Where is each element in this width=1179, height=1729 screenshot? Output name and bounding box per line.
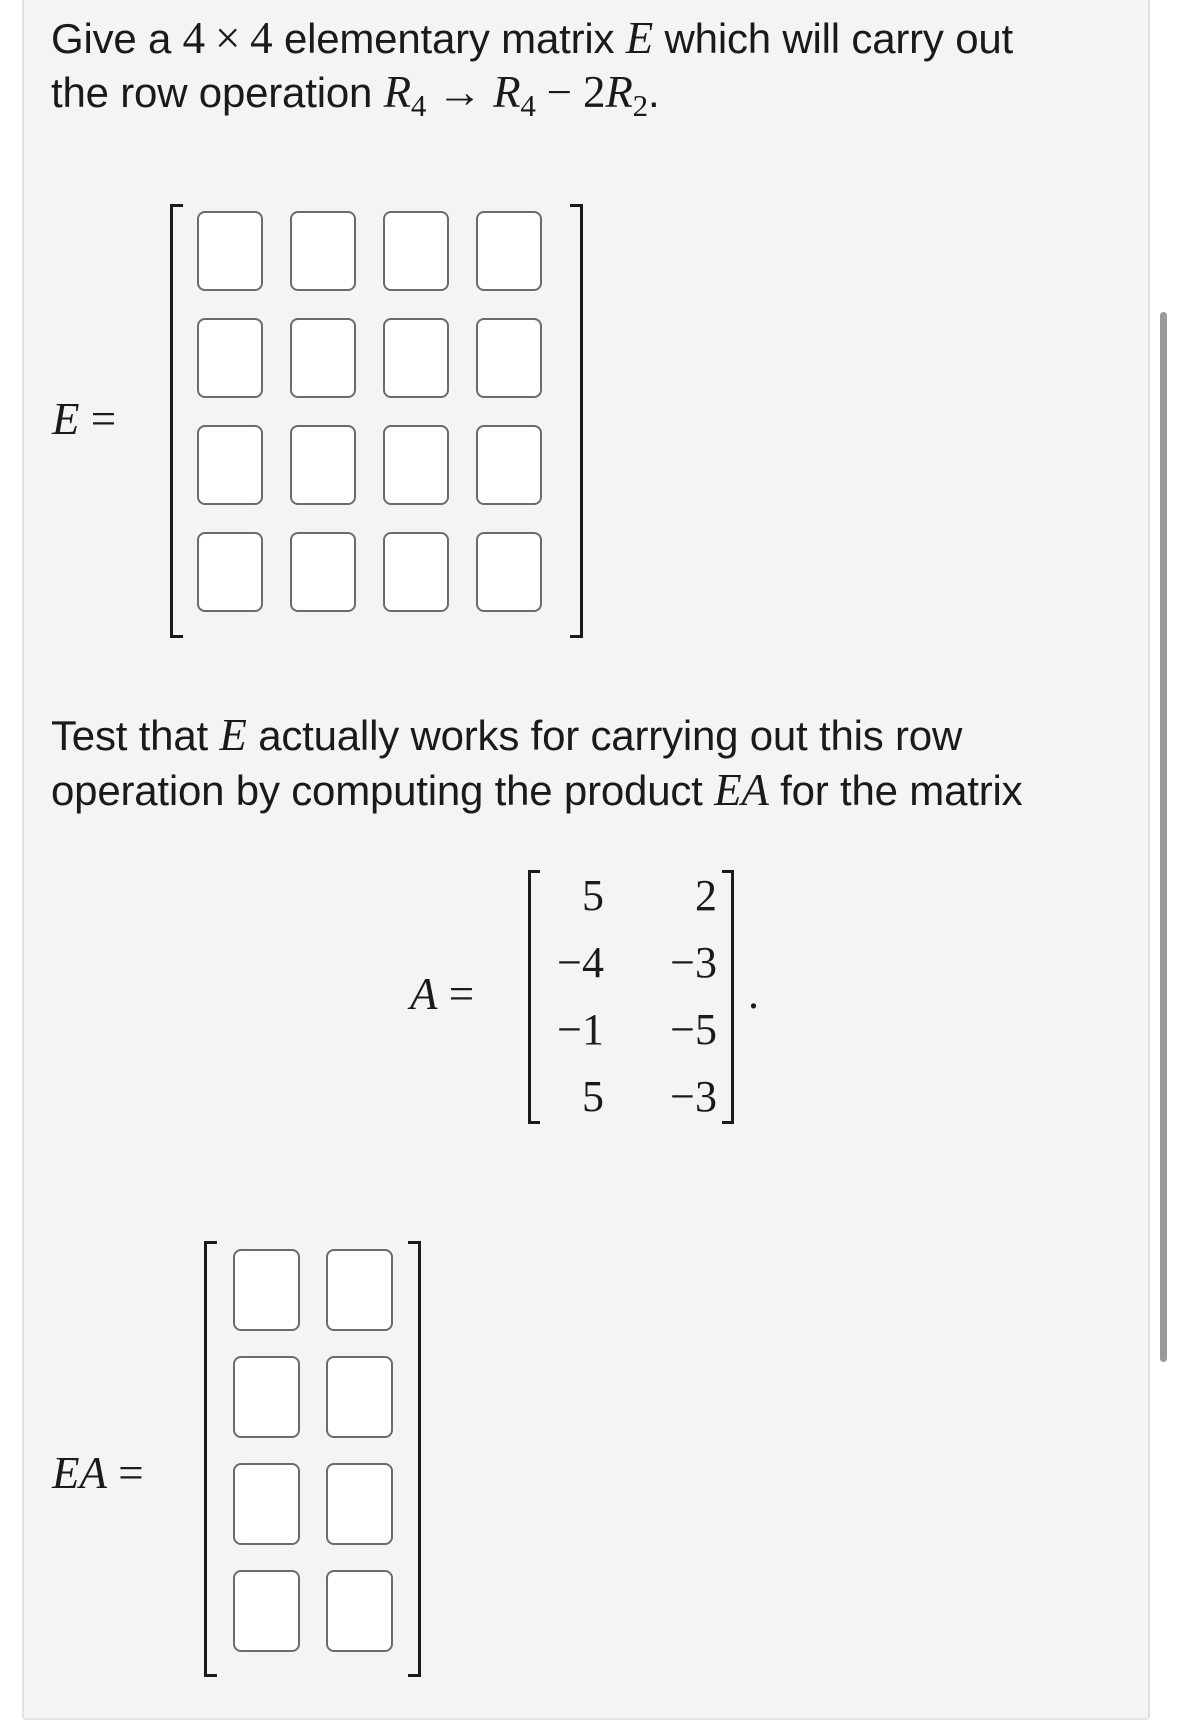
math-variable: R (383, 67, 411, 117)
a-matrix-entry: 5 (582, 871, 604, 920)
e-matrix-cell-input[interactable] (290, 211, 356, 291)
math-subscript: 4 (520, 88, 536, 123)
ea-matrix-label (52, 1447, 144, 1499)
question-text: . (647, 69, 660, 116)
e-matrix-cell-input[interactable] (476, 318, 542, 398)
math-variable: EA (714, 765, 769, 815)
ea-matrix-cell-input[interactable] (326, 1356, 393, 1438)
equals-sign: = (448, 969, 475, 1019)
ea-matrix-cell-input[interactable] (233, 1356, 300, 1438)
e-matrix-label (52, 393, 116, 445)
a-matrix-right-bracket (722, 870, 734, 1124)
math-minus: − (535, 67, 584, 117)
test-text: Test that (51, 712, 220, 759)
a-matrix-entry: −5 (670, 1005, 717, 1054)
e-matrix-cell-input[interactable] (197, 532, 263, 612)
question-text: elementary matrix (272, 15, 626, 62)
math-variable: E (219, 710, 247, 760)
a-matrix-entry: −3 (670, 1072, 717, 1121)
e-label: E (52, 394, 80, 444)
e-matrix-cell-input[interactable] (476, 211, 542, 291)
a-matrix-entry: −4 (557, 938, 604, 987)
e-matrix-cell-input[interactable] (383, 532, 449, 612)
ea-matrix-cell-input[interactable] (326, 1570, 393, 1652)
equals-sign: = (118, 1448, 144, 1498)
e-matrix-cell-input[interactable] (290, 318, 356, 398)
e-matrix-left-bracket (170, 204, 183, 638)
a-matrix-entry: 5 (582, 1072, 604, 1121)
e-matrix-cell-input[interactable] (383, 211, 449, 291)
e-matrix-cell-input[interactable] (197, 425, 263, 505)
math-variable: R (605, 67, 633, 117)
test-text: operation by computing the product (51, 767, 715, 814)
a-matrix-period: . (748, 969, 759, 1018)
question-line-2 (51, 62, 659, 127)
e-matrix-cell-input[interactable] (290, 425, 356, 505)
ea-matrix-cell-input[interactable] (233, 1570, 300, 1652)
equals-sign: = (90, 394, 117, 444)
scrollbar[interactable] (1160, 312, 1167, 1362)
a-matrix-entry: 2 (695, 871, 717, 920)
e-matrix-right-bracket (570, 204, 583, 638)
math-times: × (214, 13, 241, 63)
ea-matrix-right-bracket (408, 1241, 421, 1677)
ea-matrix-cell-input[interactable] (233, 1249, 300, 1331)
e-matrix-cell-input[interactable] (197, 211, 263, 291)
e-matrix-cell-input[interactable] (197, 318, 263, 398)
math-arrow: → (426, 67, 494, 117)
ea-label: EA (52, 1448, 107, 1498)
e-matrix-cell-input[interactable] (476, 532, 542, 612)
question-text: Give a (51, 15, 183, 62)
math-subscript: 4 (410, 88, 427, 123)
a-matrix-entry: −3 (670, 938, 717, 987)
question-line-1 (51, 8, 1013, 69)
ea-matrix-cell-input[interactable] (233, 1463, 300, 1545)
e-matrix-cell-input[interactable] (476, 425, 542, 505)
math-number: 4 (182, 13, 205, 63)
ea-matrix-cell-input[interactable] (326, 1249, 393, 1331)
a-label: A (410, 969, 438, 1019)
question-text: the row operation (51, 69, 384, 116)
e-matrix-cell-input[interactable] (383, 425, 449, 505)
test-text: for the matrix (768, 767, 1023, 814)
test-line-1 (51, 705, 962, 766)
test-text: actually works for carrying out this row (246, 712, 963, 759)
math-variable: R (493, 67, 521, 117)
e-matrix-cell-input[interactable] (290, 532, 356, 612)
math-subscript: 2 (632, 88, 648, 123)
a-matrix-entry: −1 (557, 1005, 604, 1054)
question-text: which will carry out (653, 15, 1013, 62)
math-variable: E (625, 13, 654, 63)
e-matrix-cell-input[interactable] (383, 318, 449, 398)
ea-matrix-cell-input[interactable] (326, 1463, 393, 1545)
math-number: 4 (250, 13, 273, 63)
test-line-2 (51, 760, 1022, 821)
math-number: 2 (583, 67, 606, 117)
a-matrix-label (410, 968, 474, 1020)
question-panel (22, 0, 1150, 1720)
ea-matrix-left-bracket (204, 1241, 217, 1677)
